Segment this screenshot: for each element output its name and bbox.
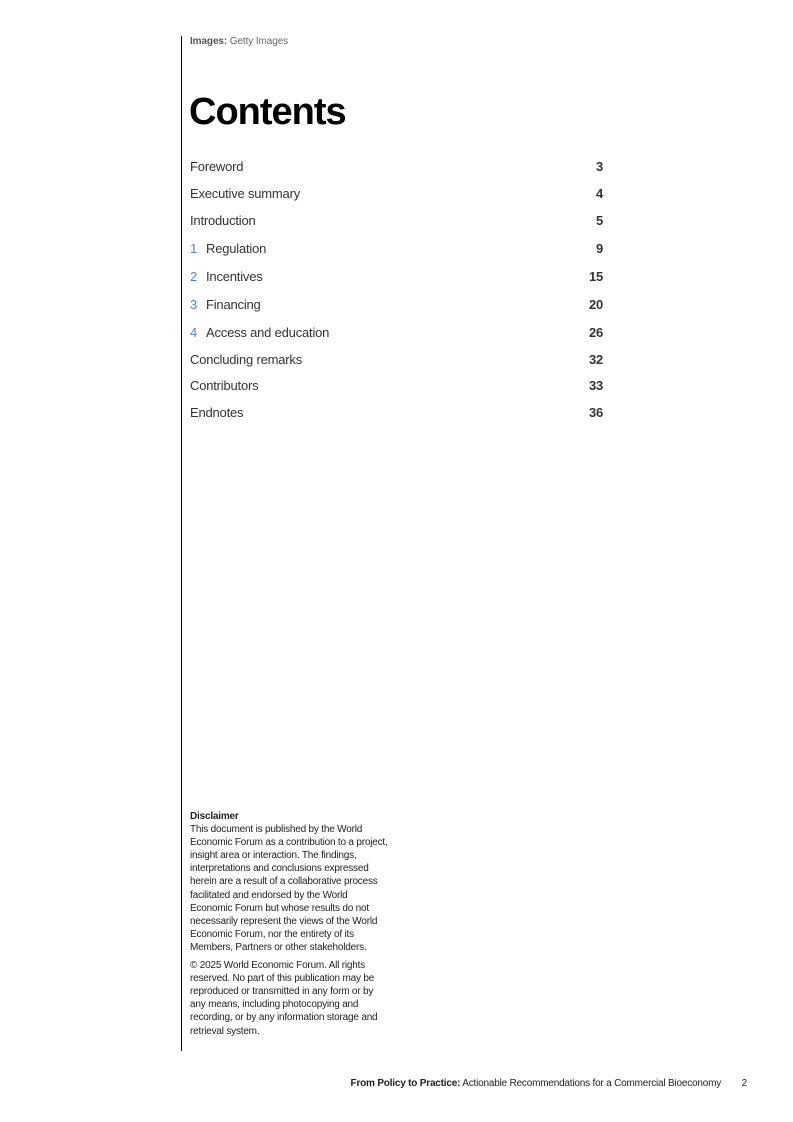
toc-label: Financing xyxy=(206,297,261,312)
toc-item-regulation[interactable] xyxy=(190,240,603,258)
toc-label: Access and education xyxy=(206,325,330,340)
footer-page-number: 2 xyxy=(741,1078,747,1089)
toc-label: Foreword xyxy=(190,159,244,174)
page-title: Contents xyxy=(189,91,346,133)
image-credits xyxy=(190,36,288,47)
toc-page-number: 36 xyxy=(588,405,603,420)
page-footer xyxy=(351,1078,747,1089)
credits-label: Images: xyxy=(190,36,228,47)
toc-label: Introduction xyxy=(190,213,256,228)
toc-page-number: 20 xyxy=(588,297,603,312)
toc-page-number: 32 xyxy=(588,352,603,367)
toc-chapter-number: 1 xyxy=(190,241,198,256)
toc-page-number: 5 xyxy=(595,213,603,228)
copyright-text: © 2025 World Economic Forum. All rights reserved. No part of this publication may be reproduced or transmitted in any form or by any means, including photocopying and recording, or by any information storage and retrieval system. xyxy=(190,960,378,1037)
toc-chapter-number: 2 xyxy=(190,269,198,284)
toc-page-number: 15 xyxy=(588,269,603,284)
toc-label: Endnotes xyxy=(190,405,244,420)
toc-item-contributors[interactable] xyxy=(190,377,603,395)
toc-page-number: 26 xyxy=(588,325,603,340)
toc-label: Incentives xyxy=(206,269,263,284)
toc-item-incentives[interactable] xyxy=(190,268,603,286)
disclaimer-heading: Disclaimer xyxy=(190,811,239,822)
toc-item-financing[interactable] xyxy=(190,296,603,314)
toc-page-number: 4 xyxy=(595,186,603,201)
toc-label: Executive summary xyxy=(190,186,301,201)
toc-item-endnotes[interactable] xyxy=(190,404,603,422)
toc-page-number: 9 xyxy=(595,241,603,256)
footer-title-bold: From Policy to Practice: xyxy=(350,1078,461,1089)
credits-value: Getty Images xyxy=(229,36,289,47)
toc-item-foreword[interactable] xyxy=(190,158,603,176)
vertical-rule xyxy=(181,36,182,1051)
footer-title-rest: Actionable Recommendations for a Commercial Bioeconomy xyxy=(462,1078,722,1089)
toc-chapter-number: 3 xyxy=(190,297,198,312)
toc-label: Regulation xyxy=(206,241,267,256)
toc-label: Concluding remarks xyxy=(190,352,303,367)
toc-item-introduction[interactable] xyxy=(190,212,603,230)
toc-item-access-and-education[interactable] xyxy=(190,324,603,342)
disclaimer-text: This document is published by the World Economic Forum as a contribution to a project, insight area or interaction. The findings, interpretations and conclusions expressed herein are a result of a collaborative process facilitated and endorsed by the World Economic Forum but whose results do not necessarily represent the views of the World Economic Forum, nor the entirety of its Members, Partners or other stakeholders. xyxy=(190,824,388,953)
disclaimer xyxy=(190,810,390,1038)
toc-item-executive-summary[interactable] xyxy=(190,185,603,203)
toc-item-concluding-remarks[interactable] xyxy=(190,351,603,369)
toc-page-number: 33 xyxy=(588,378,603,393)
toc-chapter-number: 4 xyxy=(190,325,198,340)
toc-label: Contributors xyxy=(190,378,259,393)
toc-page-number: 3 xyxy=(595,159,603,174)
